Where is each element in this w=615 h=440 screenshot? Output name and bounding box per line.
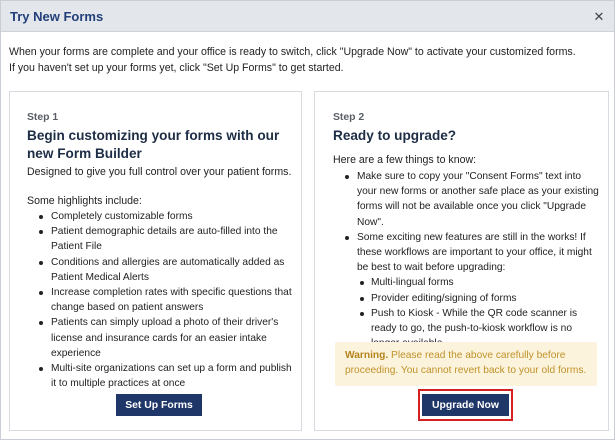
step1-heading [27, 127, 297, 162]
set-up-forms-button[interactable]: Set Up Forms [116, 394, 202, 416]
warning-label: Warning. [345, 350, 389, 361]
dialog-titlebar [1, 1, 614, 32]
warning-box [335, 342, 597, 386]
highlights-list [51, 209, 293, 391]
list-item: Increase completion rates with specific questions that change based on patient answers [51, 285, 293, 315]
list-item: Patients can simply upload a photo of their driver's license and insurance cards for an easier intake experience [51, 315, 293, 361]
list-item: Push to Kiosk - While the QR code scanner is ready to go, the push-to-kiosk workflow is no [371, 306, 599, 352]
step1-heading-line1: Begin customizing your forms with our [27, 128, 280, 143]
list-item: Provider editing/signing of forms [371, 291, 599, 306]
upgrade-now-button[interactable]: Upgrade Now [422, 394, 509, 416]
list-item: Conditions and allergies are automatically added as Patient Medical Alerts [51, 255, 293, 285]
step1-panel [9, 91, 302, 431]
step2-heading: Ready to upgrade? [333, 128, 457, 143]
list-item: Multi-site organizations can set up a form and publish it to multiple practices at once [51, 361, 293, 391]
intro-line-2: If you haven't set up your forms yet, click "Set Up Forms" to get started. [9, 61, 344, 74]
list-item: Multi-lingual forms [371, 275, 599, 290]
pending-features-list [371, 275, 599, 351]
step1-subtext: Designed to give you full control over your patient forms. [27, 166, 292, 178]
list-item [357, 230, 599, 352]
upgrade-notes-list [357, 169, 599, 351]
list-item: Completely customizable forms [51, 209, 293, 224]
step2-label: Step 2 [333, 112, 365, 123]
warning-text: Please read the above carefully before proceeding. You cannot revert back to your old forms. [345, 350, 587, 376]
step2-intro: Here are a few things to know: [333, 154, 477, 166]
intro-text [9, 45, 609, 76]
step2-panel [314, 91, 609, 431]
step1-label: Step 1 [27, 112, 59, 123]
list-item-text: Some exciting new features are still in the works! If these workflows are important to your office, it might be best to wait before upgrading: [357, 231, 592, 274]
list-item: Make sure to copy your "Consent Forms" text into your new forms or another safe place as your existing forms will not be available once you click "Upgrade Now". [357, 169, 599, 230]
step1-heading-line2: new Form Builder [27, 145, 142, 161]
dialog-title: Try New Forms [10, 8, 104, 24]
list-item: Patient demographic details are auto-filled into the Patient File [51, 224, 293, 254]
highlights-label: Some highlights include: [27, 195, 142, 207]
close-icon[interactable]: ✕ [593, 8, 605, 24]
intro-line-1: When your forms are complete and your office is ready to switch, click "Upgrade Now" to activate your customized forms. [9, 46, 576, 58]
